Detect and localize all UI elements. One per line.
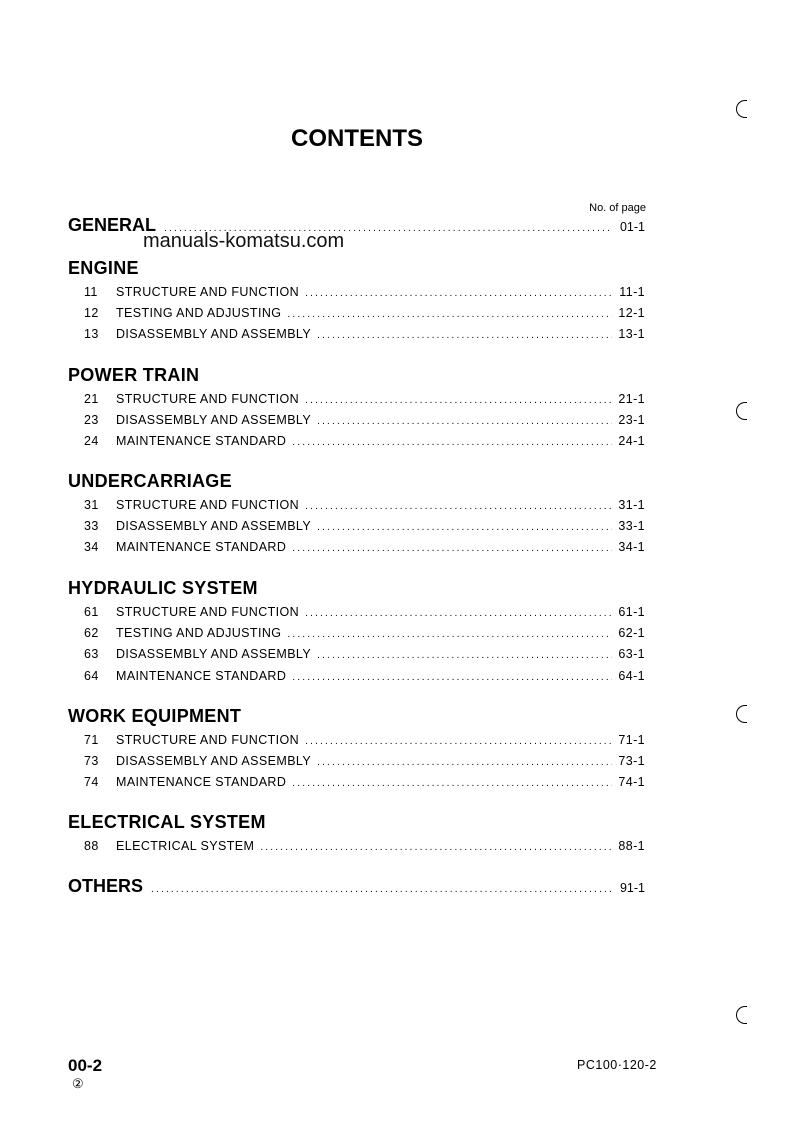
chapter-number: 64 <box>84 668 99 683</box>
dot-leader <box>305 608 612 619</box>
toc-entry[interactable] <box>68 306 645 320</box>
page-ref: 11-1 <box>619 285 645 299</box>
page-ref: 31-1 <box>618 498 645 512</box>
dot-leader <box>292 543 612 554</box>
chapter-title: MAINTENANCE STANDARD <box>116 540 287 555</box>
toc-entry[interactable] <box>68 327 645 341</box>
dot-leader <box>305 501 612 512</box>
chapter-title: MAINTENANCE STANDARD <box>116 668 287 683</box>
toc-entry[interactable] <box>68 733 645 747</box>
dot-leader <box>292 778 612 789</box>
toc-entry[interactable] <box>68 775 645 789</box>
page-ref: 33-1 <box>618 519 645 534</box>
dot-leader <box>305 395 612 406</box>
binder-hole-mark <box>736 1006 747 1024</box>
section-heading: POWER TRAIN <box>68 365 200 385</box>
section-heading: OTHERS <box>68 876 144 896</box>
page-title: CONTENTS <box>291 125 423 152</box>
toc-entry[interactable] <box>68 285 645 299</box>
page-ref: 62-1 <box>618 626 645 641</box>
toc-entry[interactable] <box>68 839 645 853</box>
chapter-title: DISASSEMBLY AND ASSEMBLY <box>116 327 312 342</box>
section-heading: UNDERCARRIAGE <box>68 471 232 491</box>
chapter-number: 24 <box>84 434 99 449</box>
chapter-number: 34 <box>84 540 99 555</box>
chapter-number: 74 <box>84 775 99 790</box>
dot-leader <box>317 416 612 427</box>
dot-leader <box>317 650 612 661</box>
page-ref: 01-1 <box>619 220 645 234</box>
dot-leader <box>287 309 612 320</box>
chapter-number: 21 <box>84 392 99 406</box>
toc-entry[interactable] <box>68 647 645 661</box>
chapter-number: 13 <box>84 327 99 342</box>
dot-leader <box>287 629 612 640</box>
chapter-number: 62 <box>84 626 99 641</box>
page-ref: 24-1 <box>618 434 645 449</box>
toc-entry[interactable] <box>68 540 645 554</box>
page-ref: 74-1 <box>618 775 645 790</box>
chapter-number: 71 <box>84 733 99 747</box>
dot-leader <box>292 672 612 683</box>
chapter-title: STRUCTURE AND FUNCTION <box>116 605 300 619</box>
binder-hole-mark <box>736 402 747 420</box>
page-ref: 63-1 <box>618 647 645 662</box>
dot-leader <box>317 522 612 533</box>
toc-entry[interactable] <box>68 413 645 427</box>
chapter-title: STRUCTURE AND FUNCTION <box>116 498 300 512</box>
chapter-number: 31 <box>84 498 99 512</box>
chapter-number: 11 <box>84 285 98 299</box>
chapter-title: TESTING AND ADJUSTING <box>116 306 282 321</box>
chapter-number: 12 <box>84 306 99 321</box>
section-heading: ENGINE <box>68 258 139 278</box>
chapter-title: DISASSEMBLY AND ASSEMBLY <box>116 413 312 428</box>
page-ref: 64-1 <box>618 668 645 683</box>
watermark: manuals-komatsu.com <box>143 230 345 252</box>
dot-leader <box>292 437 612 448</box>
chapter-number: 23 <box>84 413 99 428</box>
chapter-title: DISASSEMBLY AND ASSEMBLY <box>116 519 312 534</box>
page-ref: 13-1 <box>618 327 645 342</box>
toc-entry[interactable] <box>68 626 645 640</box>
chapter-title: ELECTRICAL SYSTEM <box>116 839 255 853</box>
toc-entry[interactable] <box>68 498 645 512</box>
chapter-title: MAINTENANCE STANDARD <box>116 775 287 790</box>
binder-hole-mark <box>736 100 747 118</box>
section-heading: WORK EQUIPMENT <box>68 706 242 726</box>
page-ref: 91-1 <box>619 881 645 895</box>
toc-entry[interactable] <box>68 392 645 406</box>
toc-entry[interactable] <box>68 669 645 683</box>
page-ref: 73-1 <box>618 754 645 769</box>
section-heading: GENERAL <box>68 215 157 235</box>
chapter-title: STRUCTURE AND FUNCTION <box>116 285 300 299</box>
chapter-number: 73 <box>84 754 99 769</box>
toc-entry[interactable] <box>68 754 645 768</box>
column-header-page: No. of page <box>589 202 646 214</box>
dot-leader <box>305 736 612 747</box>
page-ref: 71-1 <box>618 733 645 747</box>
chapter-title: TESTING AND ADJUSTING <box>116 626 282 641</box>
page-number: 00-2 <box>68 1056 103 1075</box>
page-ref: 21-1 <box>618 392 645 406</box>
model-number: PC100·120-2 <box>577 1058 657 1072</box>
toc-entry[interactable] <box>68 434 645 448</box>
page-ref: 34-1 <box>618 540 645 555</box>
dot-leader <box>260 842 612 853</box>
chapter-title: MAINTENANCE STANDARD <box>116 434 287 449</box>
dot-leader <box>317 757 612 768</box>
toc-entry[interactable] <box>68 519 645 533</box>
binder-hole-mark <box>736 705 747 723</box>
dot-leader <box>305 288 613 299</box>
section-heading: ELECTRICAL SYSTEM <box>68 812 266 832</box>
chapter-number: 33 <box>84 519 99 534</box>
chapter-title: STRUCTURE AND FUNCTION <box>116 392 300 406</box>
toc-entry[interactable] <box>68 605 645 619</box>
section-heading: HYDRAULIC SYSTEM <box>68 578 258 598</box>
chapter-title: DISASSEMBLY AND ASSEMBLY <box>116 754 312 769</box>
page-ref: 12-1 <box>618 306 645 321</box>
chapter-number: 63 <box>84 647 99 662</box>
chapter-number: 61 <box>84 605 99 619</box>
toc-entry-others[interactable] <box>68 876 645 897</box>
page-ref: 88-1 <box>618 839 645 853</box>
chapter-title: DISASSEMBLY AND ASSEMBLY <box>116 647 312 662</box>
page-ref: 23-1 <box>618 413 645 428</box>
chapter-title: STRUCTURE AND FUNCTION <box>116 733 300 747</box>
chapter-number: 88 <box>84 839 99 853</box>
dot-leader <box>317 330 612 341</box>
dot-leader <box>151 884 612 895</box>
page-ref: 61-1 <box>618 605 645 619</box>
revision-mark: ② <box>72 1076 84 1091</box>
